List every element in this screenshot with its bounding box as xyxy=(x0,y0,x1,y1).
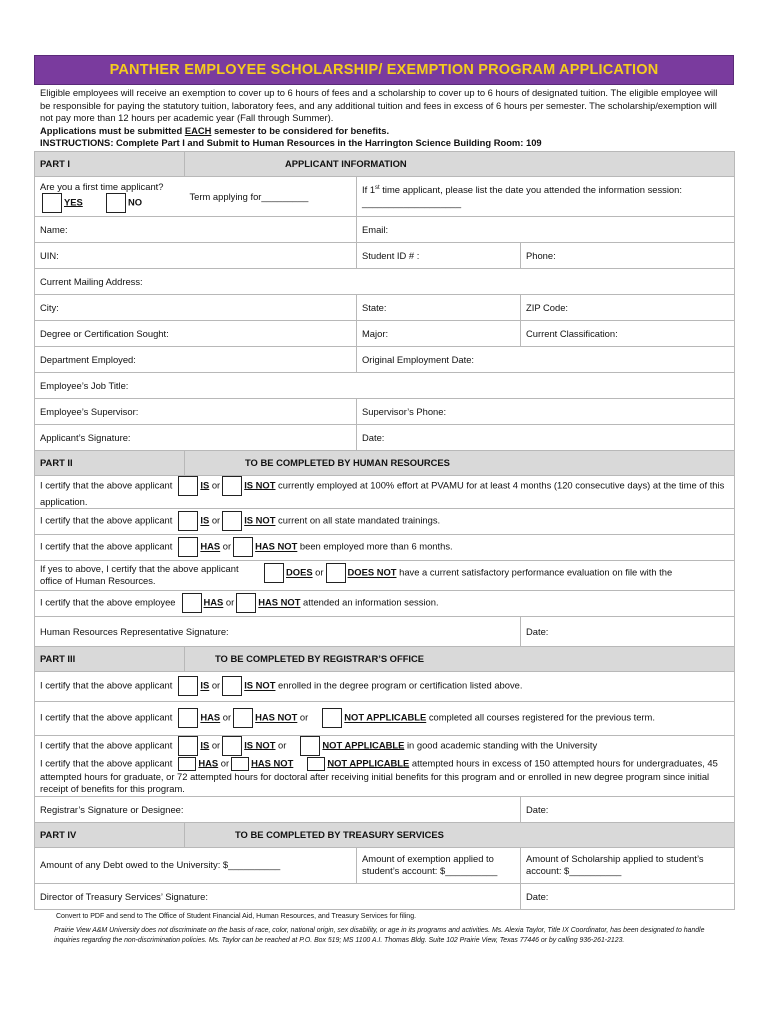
reg-r2-or: or xyxy=(220,711,232,723)
reg-r2-hasnot: HAS NOT xyxy=(255,711,298,723)
hr-signature-field[interactable]: Human Resources Representative Signature: xyxy=(35,616,521,646)
degree-row xyxy=(35,320,735,346)
info-session-post: time applicant, please list the date you attended the information session: ___________________ xyxy=(362,184,682,209)
reg-isnot-checkbox[interactable] xyxy=(222,676,242,696)
hr-r5-or: or xyxy=(223,596,235,608)
exemption-field[interactable]: Amount of exemption applied to student’s account: $__________ xyxy=(357,847,521,883)
hr-r1-or: or xyxy=(209,479,221,491)
intro-block xyxy=(34,85,734,151)
hr-is-checkbox[interactable] xyxy=(178,476,198,496)
treasury-signature-row xyxy=(35,883,735,909)
hr-signature-row xyxy=(35,616,735,646)
supervisor-phone-field[interactable]: Supervisor’s Phone: xyxy=(357,398,735,424)
reg-has-checkbox[interactable] xyxy=(178,708,198,728)
part3-header xyxy=(35,646,735,671)
hr-r3-or: or xyxy=(220,540,232,552)
scholarship-field[interactable]: Amount of Scholarship applied to student’s account: $__________ xyxy=(521,847,735,883)
hr-isnot-checkbox[interactable] xyxy=(222,476,242,496)
part4-label: PART IV xyxy=(35,822,185,847)
reg-r2-pre: I certify that the above applicant xyxy=(40,711,173,723)
part2-label: PART II xyxy=(35,450,185,475)
first-time-row xyxy=(35,176,735,216)
reg-r3-is: IS xyxy=(200,739,210,751)
reg-r1-post: enrolled in the degree program or certification listed above. xyxy=(275,679,523,691)
job-title-field[interactable]: Employee’s Job Title: xyxy=(35,372,735,398)
hr-hasnot-checkbox[interactable] xyxy=(233,537,253,557)
hr-cert-evaluation xyxy=(35,560,735,590)
first-time-cell xyxy=(35,176,185,216)
reg-r3-or: or xyxy=(209,739,221,751)
reg-r1-is: IS xyxy=(200,679,210,691)
hr-r1-post: currently employed at 100% effort at PVAMU for at least 4 months (120 consecutive days) at the time of this application. xyxy=(40,479,725,507)
part4-heading: TO BE COMPLETED BY TREASURY SERVICES xyxy=(185,822,735,847)
deadline-post: semester to be considered for benefits. xyxy=(211,124,390,136)
hr-r3-post: been employed more than 6 months. xyxy=(297,540,453,552)
reg-r2-has: HAS xyxy=(200,711,221,723)
orig-date-field[interactable]: Original Employment Date: xyxy=(357,346,735,372)
reg-r2-post: completed all courses registered for the previous term. xyxy=(426,711,655,723)
hr-cert-trainings xyxy=(35,508,735,534)
hr-r2-is-checkbox[interactable] xyxy=(178,511,198,531)
mailing-row xyxy=(35,268,735,294)
name-field[interactable]: Name: xyxy=(35,216,357,242)
uin-field[interactable]: UIN: xyxy=(35,242,357,268)
department-row xyxy=(35,346,735,372)
hr-r4-post: have a current satisfactory performance evaluation on file with the xyxy=(396,566,673,578)
hr-row-six-months xyxy=(35,534,735,560)
info-session-pre: If 1 xyxy=(362,184,376,196)
hr-cert-info-session xyxy=(35,590,735,616)
treasury-date-field[interactable]: Date: xyxy=(521,883,735,909)
name-row xyxy=(35,216,735,242)
student-id-field[interactable]: Student ID # : xyxy=(357,242,521,268)
reg-r4-post: attempted hours in excess of 150 attempted hours for undergraduates, 45 attempted hours for graduate, or 72 attempted hours for doctoral after receiving initial benefits for this program and or enrolled in new degree program since initial receipt of benefits for this program. xyxy=(40,757,718,795)
supervisor-field[interactable]: Employee’s Supervisor: xyxy=(35,398,357,424)
first-time-question: Are you a first time applicant? xyxy=(40,180,164,192)
degree-field[interactable]: Degree or Certification Sought: xyxy=(35,320,357,346)
reg-r4-or: or xyxy=(218,757,230,769)
supervisor-row xyxy=(35,398,735,424)
debt-field[interactable]: Amount of any Debt owed to the University: $__________ xyxy=(35,847,357,883)
reg-r4-hasnot-checkbox[interactable] xyxy=(231,757,249,771)
instructions-line: INSTRUCTIONS: Complete Part I and Submit to Human Resources in the Harrington Science Building Room: 109 xyxy=(40,137,542,149)
hr-r5-hasnot-checkbox[interactable] xyxy=(236,593,256,613)
hr-r4-does: DOES xyxy=(286,566,313,578)
hr-cert-six-months xyxy=(35,534,735,560)
job-title-row xyxy=(35,372,735,398)
reg-hasnot-checkbox[interactable] xyxy=(233,708,253,728)
hr-r4-pre: If yes to above, I certify that the above applicant office of Human Resources. xyxy=(40,563,239,587)
treasury-amounts-row xyxy=(35,847,735,883)
no-checkbox[interactable] xyxy=(106,193,126,213)
part1-label: PART I xyxy=(35,151,185,176)
state-field[interactable]: State: xyxy=(357,294,521,320)
part2-heading: TO BE COMPLETED BY HUMAN RESOURCES xyxy=(185,450,735,475)
reg-cert-standing xyxy=(35,735,735,756)
part1-header xyxy=(35,151,735,176)
part3-label: PART III xyxy=(35,646,185,671)
non-discrimination-notice: Prairie View A&M University does not discriminate on the basis of race, color, national origin, sex disability, or age in its programs and activities. Ms. Alexia Taylor, Title IX Coordinator, has been designated to handle inquiries regarding the non-discrimination policies. Ms. Taylor can be reached at P.O. Box 519; MS 1100 A.I. Thomas Bldg. Suite 102 Prairie View, Texas 77446 or by calling 936-261-2123. xyxy=(54,926,705,945)
treasury-signature-field[interactable]: Director of Treasury Services’ Signature: xyxy=(35,883,521,909)
reg-r3-or2: or xyxy=(275,739,287,751)
hr-r1-pre: I certify that the above applicant xyxy=(40,479,173,491)
hr-r4-doesnot: DOES NOT xyxy=(347,566,397,578)
reg-r3-post: in good academic standing with the University xyxy=(404,739,598,751)
hr-row-employed xyxy=(35,475,735,508)
hr-date-field[interactable]: Date: xyxy=(521,616,735,646)
hr-r5-hasnot: HAS NOT xyxy=(258,596,301,608)
hr-r5-post: attended an information session. xyxy=(300,596,439,608)
part4-header xyxy=(35,822,735,847)
reg-r2-or2: or xyxy=(297,711,309,723)
city-field[interactable]: City: xyxy=(35,294,357,320)
reg-r3-na: NOT APPLICABLE xyxy=(322,739,405,751)
hr-r2-is: IS xyxy=(200,514,210,526)
reg-row-standing xyxy=(35,735,735,756)
applicant-signature-row xyxy=(35,424,735,450)
hr-r5-has-checkbox[interactable] xyxy=(182,593,202,613)
hr-row-evaluation xyxy=(35,560,735,590)
reg-r4-has-checkbox[interactable] xyxy=(178,757,196,771)
classification-field[interactable]: Current Classification: xyxy=(521,320,735,346)
part3-heading: TO BE COMPLETED BY REGISTRAR’S OFFICE xyxy=(185,646,735,671)
info-session-sup: st xyxy=(375,184,380,191)
reg-r3-pre: I certify that the above applicant xyxy=(40,739,173,751)
reg-r3-na-checkbox[interactable] xyxy=(300,736,320,756)
reg-row-courses xyxy=(35,701,735,735)
reg-r3-isnot-checkbox[interactable] xyxy=(222,736,242,756)
reg-row-enrolled xyxy=(35,671,735,701)
reg-cert-enrolled xyxy=(35,671,735,701)
info-session-field[interactable] xyxy=(357,176,735,216)
hr-r2-post: current on all state mandated trainings. xyxy=(275,514,441,526)
hr-row-info-session xyxy=(35,590,735,616)
reg-r2-na: NOT APPLICABLE xyxy=(344,711,427,723)
email-field[interactable]: Email: xyxy=(357,216,735,242)
hr-r2-pre: I certify that the above applicant xyxy=(40,514,173,526)
reg-r4-na: NOT APPLICABLE xyxy=(327,757,410,769)
filing-note: Convert to PDF and send to The Office of Student Financial Aid, Human Resources, and Treasury Services for filing. xyxy=(56,912,417,920)
reg-r4-has: HAS xyxy=(198,757,219,769)
city-row xyxy=(35,294,735,320)
deadline-line xyxy=(40,125,728,138)
hr-r5-has: HAS xyxy=(203,596,224,608)
reg-r3-is-checkbox[interactable] xyxy=(178,736,198,756)
reg-r3-isnot: IS NOT xyxy=(244,739,276,751)
hr-doesnot-checkbox[interactable] xyxy=(326,563,346,583)
hr-row-trainings xyxy=(35,508,735,534)
form-title: PANTHER EMPLOYEE SCHOLARSHIP/ EXEMPTION PROGRAM APPLICATION xyxy=(34,55,734,85)
deadline-each: EACH xyxy=(184,124,212,136)
yes-checkbox[interactable] xyxy=(42,193,62,213)
reg-signature-field[interactable]: Registrar’s Signature or Designee: xyxy=(35,796,521,822)
hr-r3-pre: I certify that the above applicant xyxy=(40,540,173,552)
hr-r3-has: HAS xyxy=(200,540,221,552)
reg-r1-or: or xyxy=(209,679,221,691)
zip-field[interactable]: ZIP Code: xyxy=(521,294,735,320)
hr-r1-isnot: IS NOT xyxy=(244,479,276,491)
mailing-address-field[interactable]: Current Mailing Address: xyxy=(35,268,735,294)
major-field[interactable]: Major: xyxy=(357,320,521,346)
phone-field[interactable]: Phone: xyxy=(521,242,735,268)
hr-r4-or: or xyxy=(312,566,324,578)
hr-does-checkbox[interactable] xyxy=(264,563,284,583)
deadline-pre: Applications must be submitted xyxy=(40,124,185,136)
reg-row-hours xyxy=(35,756,735,796)
hr-has-checkbox[interactable] xyxy=(178,537,198,557)
reg-na-checkbox[interactable] xyxy=(322,708,342,728)
reg-signature-row xyxy=(35,796,735,822)
reg-cert-courses xyxy=(35,701,735,735)
part1-heading: APPLICANT INFORMATION xyxy=(185,151,735,176)
reg-r1-pre: I certify that the above applicant xyxy=(40,679,173,691)
hr-cert-employed xyxy=(35,475,735,508)
uin-row xyxy=(35,242,735,268)
reg-cert-hours xyxy=(35,756,735,796)
reg-r4-hasnot: HAS NOT xyxy=(251,757,294,769)
yes-label: YES xyxy=(64,196,83,208)
no-label: NO xyxy=(127,196,143,208)
hr-r5-pre: I certify that the above employee xyxy=(40,596,176,608)
hr-r2-isnot: IS NOT xyxy=(244,514,276,526)
term-field[interactable]: Term applying for_________ xyxy=(185,176,357,216)
applicant-signature-field[interactable]: Applicant’s Signature: xyxy=(35,424,357,450)
reg-date-field[interactable]: Date: xyxy=(521,796,735,822)
reg-r4-pre: I certify that the above applicant xyxy=(40,757,173,769)
reg-is-checkbox[interactable] xyxy=(178,676,198,696)
hr-r2-isnot-checkbox[interactable] xyxy=(222,511,242,531)
department-field[interactable]: Department Employed: xyxy=(35,346,357,372)
reg-r1-isnot: IS NOT xyxy=(244,679,276,691)
part2-header xyxy=(35,450,735,475)
intro-text: Eligible employees will receive an exemption to cover up to 6 hours of fees and a scholarship to cover up to 6 hours of designated tuition. The eligible employee will be responsible for paying the statutory tuition, laboratory fees, and any additional tuition and fees in excess of 6 hours per semester. The scholarship/exemption will not pay more than 12 hours per academic year (Fall through Summer). xyxy=(40,87,718,124)
reg-r4-na-checkbox[interactable] xyxy=(307,757,325,771)
application-form xyxy=(34,55,734,946)
hr-r1-is: IS xyxy=(200,479,210,491)
applicant-date-field[interactable]: Date: xyxy=(357,424,735,450)
hr-r2-or: or xyxy=(209,514,221,526)
hr-r3-hasnot: HAS NOT xyxy=(255,540,298,552)
form-table xyxy=(34,151,735,910)
